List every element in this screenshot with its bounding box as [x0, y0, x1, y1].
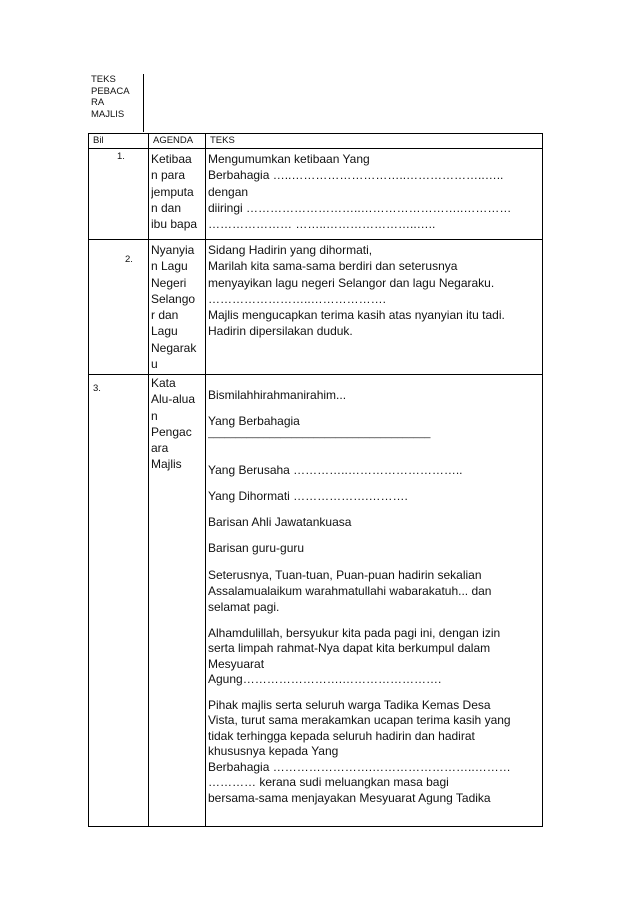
- agenda-line: ibu bapa: [151, 217, 198, 232]
- teks-line: Pihak majlis serta seluruh warga Tadika Kemas Desa: [208, 697, 491, 712]
- row-number-text: 3.: [93, 383, 101, 394]
- row-number: [89, 240, 149, 375]
- row-number: [89, 375, 149, 827]
- teks-line: selamat pagi.: [208, 600, 280, 615]
- teks-line: Berbahagia …………………….……………………..………: [208, 759, 511, 774]
- table-row: [89, 375, 543, 827]
- table-row: [89, 240, 543, 375]
- teks-line: Marilah kita sama-sama berdiri dan seterusnya: [208, 259, 458, 274]
- agenda-table: [88, 133, 543, 827]
- agenda-line: Majlis: [151, 457, 182, 472]
- teks-cell: [206, 375, 543, 827]
- header-agenda: AGENDA: [149, 134, 206, 149]
- teks-line: Barisan guru-guru: [208, 541, 305, 556]
- agenda-line: n Lagu: [151, 259, 188, 274]
- agenda-line: n: [151, 408, 158, 423]
- teks-line: Yang Dihormati ……………….……….: [208, 488, 408, 503]
- agenda-line: Selango: [151, 291, 196, 306]
- teks-line: Yang Berusaha …………..………………………..: [208, 462, 463, 477]
- agenda-line: Negarak: [151, 340, 197, 355]
- teks-line: Agung…………………….…………………….: [208, 672, 442, 687]
- row-number-text: 2.: [125, 254, 133, 265]
- teks-line: diiringi ………………………..……………………..…………: [208, 200, 512, 215]
- teks-line: Alhamdulillah, bersyukur kita pada pagi ini, dengan izin: [208, 625, 501, 640]
- teks-line: ………………… ……..…………………..…..: [208, 217, 436, 232]
- teks-line: Majlis mengucapkan terima kasih atas nyanyian itu tadi.: [208, 308, 505, 323]
- agenda-line: Pengac: [151, 424, 192, 439]
- agenda-line: jemputa: [151, 184, 194, 199]
- title-line: MAJLIS: [91, 108, 125, 120]
- teks-line: Sidang Hadirin yang dihormati,: [208, 243, 373, 257]
- agenda-line: ara: [151, 441, 169, 456]
- teks-line: Bismilahhirahmanirahim...: [208, 388, 347, 402]
- title-line: TEKS: [91, 74, 116, 85]
- agenda-cell: [149, 375, 206, 827]
- header-teks: TEKS: [206, 134, 543, 149]
- teks-line: serta limpah rahmat-Nya dapat kita berkumpul dalam: [208, 641, 491, 656]
- paragraph: [208, 567, 540, 616]
- header-bil: Bil: [89, 134, 149, 149]
- agenda-line: u: [151, 357, 158, 372]
- agenda-line: Nyanyia: [151, 243, 195, 257]
- teks-line: Assalamualaikum warahmatullahi wabarakatuh... dan: [208, 584, 492, 599]
- agenda-line: Negeri: [151, 275, 187, 290]
- teks-line: Barisan Ahli Jawatankuasa: [208, 515, 352, 530]
- agenda-line: Alu-alua: [151, 392, 196, 407]
- teks-line: ………… kerana sudi meluangkan masa bagi: [208, 775, 449, 790]
- teks-line: khususnya kepada Yang: [208, 744, 339, 759]
- agenda-line: Lagu: [151, 324, 178, 339]
- document-title: [88, 74, 144, 132]
- title-line: RA: [91, 97, 105, 108]
- teks-line: ……………………..……………….: [208, 291, 387, 306]
- row-number-text: 1.: [117, 151, 125, 162]
- teks-line: Berbahagia …..………………………..………………..…..: [208, 168, 504, 183]
- agenda-line: n dan: [151, 200, 182, 215]
- teks-line: Hadirin dipersilakan duduk.: [208, 324, 353, 339]
- teks-line: tidak terhingga kepada seluruh hadirin dan hadirat: [208, 728, 475, 743]
- teks-line: menyayikan lagu negeri Selangor dan lagu Negaraku.: [208, 275, 495, 290]
- agenda-cell: [149, 240, 206, 375]
- teks-line: Vista, turut sama merakamkan ucapan terima kasih yang: [208, 713, 511, 728]
- agenda-cell: [149, 149, 206, 240]
- table-header-row: [89, 134, 543, 149]
- teks-line: bersama-sama menjayakan Mesyuarat Agung Tadika: [208, 790, 491, 805]
- row-number: [89, 149, 149, 240]
- agenda-line: r dan: [151, 308, 179, 323]
- title-line: PEBACA: [91, 85, 130, 97]
- teks-line: dengan: [208, 184, 249, 199]
- agenda-line: Kata: [151, 376, 176, 390]
- teks-cell: [206, 149, 543, 240]
- agenda-line: n para: [151, 168, 186, 183]
- paragraph: [208, 626, 540, 688]
- teks-cell: [206, 240, 543, 375]
- agenda-line: Ketibaa: [151, 152, 192, 166]
- teks-line: Mesyuarat: [208, 656, 265, 671]
- teks-line: Seterusnya, Tuan-tuan, Puan-puan hadirin sekalian: [208, 567, 482, 582]
- teks-line: ________________________________________: [208, 427, 431, 439]
- table-row: [89, 149, 543, 240]
- teks-line: Mengumumkan ketibaan Yang: [208, 152, 370, 166]
- paragraph: [208, 698, 540, 807]
- teks-line: Yang Berbahagia: [208, 414, 300, 429]
